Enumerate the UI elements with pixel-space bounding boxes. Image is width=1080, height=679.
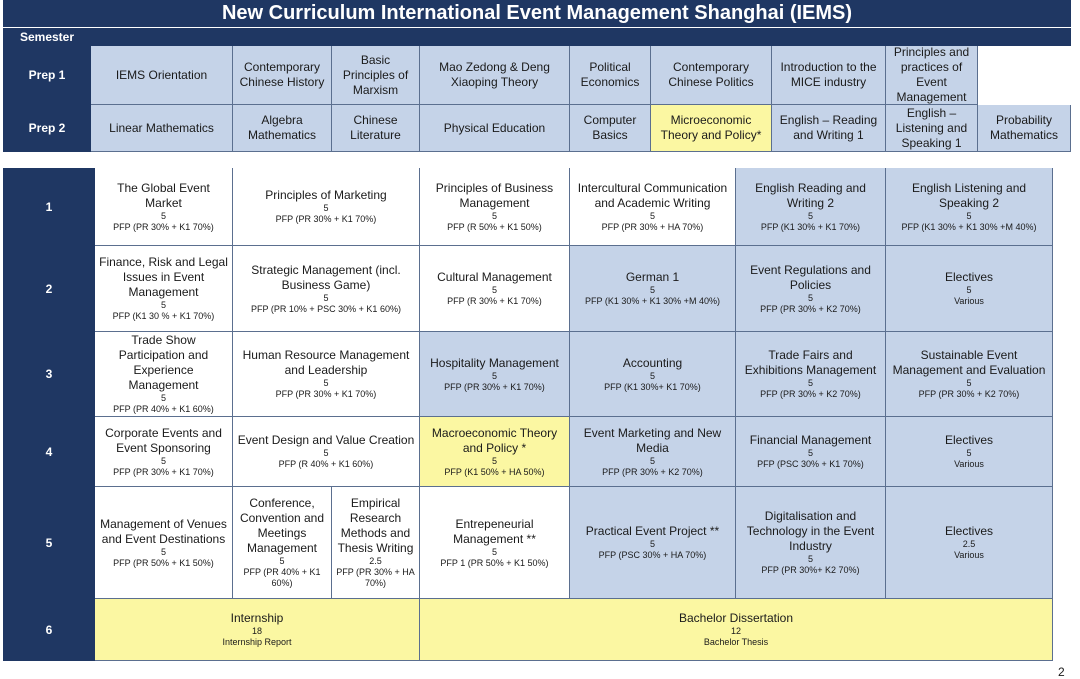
course-assessment: PFP (K1 30 % + K1 70%) <box>112 311 215 321</box>
course-title: Electives <box>944 524 994 539</box>
course-title: Contemporary Chinese Politics <box>668 60 754 89</box>
course-assessment: PFP (PR 40% + K1 60%) <box>113 404 214 414</box>
course-credits: 18 <box>251 626 262 637</box>
course-principles-of-marketing[interactable] <box>233 168 420 246</box>
course-title: The Global Event Market <box>117 180 210 210</box>
course-title: IEMS Orientation <box>115 67 208 82</box>
course-credits: 5 <box>160 393 166 404</box>
course-assessment: PFP (PR 30% + K2 70%) <box>918 389 1020 399</box>
course-assessment: PFP (PR 30% + K1 70%) <box>275 389 377 399</box>
course-title: Trade Show Participation and Experience Management <box>118 333 209 393</box>
page-number: 2 <box>1058 665 1065 679</box>
course-title: Event Design and Value Creation <box>237 433 415 448</box>
course-credits: 5 <box>160 546 166 557</box>
course-management-of-venues-and-event-destinations[interactable] <box>95 487 233 599</box>
course-assessment: Various <box>954 459 984 469</box>
course-assessment: PFP (PR 40% + K1 60%) <box>243 567 321 588</box>
course-credits: 5 <box>966 285 972 296</box>
course-assessment: PFP (K1 30% + K1 30% +M 40%) <box>585 296 720 306</box>
course-title: Internship <box>230 611 284 626</box>
course-electives[interactable] <box>886 246 1053 332</box>
course-iems-orientation[interactable] <box>91 46 233 105</box>
course-credits: 5 <box>966 448 972 459</box>
semester-6-label: 6 <box>3 599 95 661</box>
prep1-label: Prep 1 <box>3 46 91 105</box>
course-credits: 5 <box>323 378 329 389</box>
course-assessment: PFP (PSC 30% + K1 70%) <box>757 459 864 469</box>
course-title: Intercultural Communication and Academic Writing <box>577 180 728 210</box>
course-assessment: PFP (PR 30% + K1 70%) <box>113 466 214 477</box>
course-credits: 5 <box>807 378 813 389</box>
course-title: Cultural Management <box>437 270 552 285</box>
course-assessment: PFP (PR 30% + HA 70%) <box>336 567 415 588</box>
course-corporate-events-and-event-sponsoring[interactable] <box>95 417 233 487</box>
course-credits: 5 <box>491 455 497 466</box>
course-principles-and-practices-of-event-management[interactable] <box>886 46 978 105</box>
course-event-regulations-and-policies[interactable] <box>736 246 886 332</box>
course-assessment: PFP (PR 30%+ K2 70%) <box>761 565 860 575</box>
course-title: Probability Mathematics <box>989 113 1059 142</box>
course-sustainable-event-management-and-evaluation[interactable] <box>886 332 1053 417</box>
course-credits: 2.5 <box>962 539 976 550</box>
course-credits: 5 <box>491 370 497 381</box>
course-title: Macroeconomic Theory and Policy * <box>431 425 558 455</box>
prep2-label: Prep 2 <box>3 105 91 152</box>
course-credits: 5 <box>807 292 813 303</box>
course-electives[interactable] <box>886 487 1053 599</box>
course-credits: 5 <box>649 210 655 221</box>
course-credits: 2.5 <box>369 556 382 567</box>
course-assessment: PFP (K1 30% + K1 70%) <box>760 221 861 232</box>
course-title: Linear Mathematics <box>109 120 214 135</box>
course-assessment: PFP 1 (PR 50% + K1 50%) <box>440 557 549 568</box>
course-internship[interactable] <box>95 599 420 661</box>
course-human-resource-management-and-leadership[interactable] <box>233 332 420 417</box>
course-linear-mathematics[interactable] <box>91 105 233 152</box>
course-credits: 5 <box>649 370 655 381</box>
course-digitalisation-and-technology-in-the-event-industry[interactable] <box>736 487 886 599</box>
course-finance-risk-and-legal-issues-in-event-management[interactable] <box>95 246 233 332</box>
course-accounting[interactable] <box>570 332 736 417</box>
course-financial-management[interactable] <box>736 417 886 487</box>
course-conference-convention-and-meetings-management[interactable] <box>233 487 332 599</box>
semester-3-label: 3 <box>3 332 95 417</box>
course-credits: 5 <box>160 300 166 311</box>
course-credits: 5 <box>323 448 329 459</box>
semester-2-label: 2 <box>3 246 95 332</box>
course-credits: 5 <box>491 546 497 557</box>
course-title: Human Resource Management and Leadership <box>242 348 410 378</box>
course-credits: 5 <box>649 285 655 296</box>
course-title: English Reading and Writing 2 <box>755 180 866 210</box>
course-credits: 5 <box>649 455 655 466</box>
course-event-design-and-value-creation[interactable] <box>233 417 420 487</box>
course-assessment: PFP (PR 30% + K1 70%) <box>113 221 214 232</box>
course-title: Event Marketing and New Media <box>583 425 722 455</box>
course-basic-principles-of-marxism[interactable] <box>332 46 420 105</box>
course-algebra-mathematics[interactable] <box>233 105 332 152</box>
course-title: Practical Event Project ** <box>585 524 720 539</box>
course-title: Conference, Convention and Meetings Management <box>239 496 325 556</box>
course-title: Event Regulations and Policies <box>750 262 871 292</box>
course-microeconomic-theory-and-policy[interactable] <box>651 105 772 152</box>
course-title: German 1 <box>625 270 680 285</box>
course-title: Management of Venues and Event Destinations <box>100 516 227 546</box>
course-credits: 5 <box>649 539 655 550</box>
course-title: Principles of Business Management <box>435 180 554 210</box>
course-title: Electives <box>944 270 994 285</box>
course-introduction-to-the-mice-industry[interactable] <box>772 46 886 105</box>
course-physical-education[interactable] <box>420 105 570 152</box>
course-title: Chinese Literature <box>350 113 401 142</box>
course-title: Computer Basics <box>583 113 637 142</box>
course-credits: 5 <box>491 285 497 296</box>
course-chinese-literature[interactable] <box>332 105 420 152</box>
course-title: English – Listening and Speaking 1 <box>895 105 968 150</box>
course-assessment: PFP (PSC 30% + HA 70%) <box>598 550 707 560</box>
course-contemporary-chinese-politics[interactable] <box>651 46 772 105</box>
course-assessment: PFP (K1 50% + HA 50%) <box>444 466 545 477</box>
course-assessment: PFP (PR 30% + K2 70%) <box>760 389 861 399</box>
course-assessment: PFP (PR 30% + K1 70%) <box>275 214 377 224</box>
course-event-marketing-and-new-media[interactable] <box>570 417 736 487</box>
course-political-economics[interactable] <box>570 46 651 105</box>
course-bachelor-dissertation[interactable] <box>420 599 1053 661</box>
course-english-listening-and-speaking-2[interactable] <box>886 168 1053 246</box>
course-trade-fairs-and-exhibitions-management[interactable] <box>736 332 886 417</box>
course-title: Electives <box>944 433 994 448</box>
course-title: Accounting <box>622 355 683 370</box>
course-assessment: PFP (PR 50% + K1 50%) <box>113 557 214 568</box>
course-principles-of-business-management[interactable] <box>420 168 570 246</box>
course-assessment: Bachelor Thesis <box>703 637 769 647</box>
course-trade-show-participation-and-experience-management[interactable] <box>95 332 233 417</box>
semester-4-label: 4 <box>3 417 95 487</box>
course-credits: 5 <box>160 210 166 221</box>
course-hospitality-management[interactable] <box>420 332 570 417</box>
semester-header-bar <box>3 28 1071 46</box>
course-computer-basics[interactable] <box>570 105 651 152</box>
course-english-reading-and-writing-2[interactable] <box>736 168 886 246</box>
course-credits: 5 <box>966 378 972 389</box>
course-english-reading-and-writing-1[interactable] <box>772 105 886 152</box>
course-credits: 5 <box>323 203 329 214</box>
course-title: Financial Management <box>749 433 872 448</box>
semester-label: Semester <box>19 30 75 44</box>
course-contemporary-chinese-history[interactable] <box>233 46 332 105</box>
course-assessment: PFP (PR 30% + K2 70%) <box>760 303 861 314</box>
course-electives[interactable] <box>886 417 1053 487</box>
course-assessment: Various <box>954 550 984 560</box>
course-credits: 5 <box>807 448 813 459</box>
course-credits: 5 <box>491 210 497 221</box>
course-title: Contemporary Chinese History <box>239 60 325 89</box>
page-title: New Curriculum International Event Management Shanghai (IEMS) <box>3 0 1071 27</box>
course-credits: 5 <box>807 210 813 221</box>
course-assessment: Internship Report <box>222 637 292 647</box>
course-title: Microeconomic Theory and Policy* <box>660 113 762 142</box>
course-credits: 5 <box>279 556 285 567</box>
course-empirical-research-methods-and-thesis-writing[interactable] <box>332 487 420 599</box>
course-title: Algebra Mathematics <box>247 113 317 142</box>
course-title: Principles of Marketing <box>265 188 387 203</box>
course-intercultural-communication-and-academic-writing[interactable] <box>570 168 736 246</box>
course-assessment: PFP (PR 10% + PSC 30% + K1 60%) <box>251 303 401 314</box>
course-title: Trade Fairs and Exhibitions Management <box>744 348 877 378</box>
course-title: Principles and practices of Event Management <box>893 46 970 104</box>
course-assessment: PFP (PR 30% + K2 70%) <box>602 466 703 477</box>
course-mao-zedong-deng-xiaoping-theory[interactable] <box>420 46 570 105</box>
course-assessment: PFP (PR 30% + HA 70%) <box>601 221 704 232</box>
course-title: English – Reading and Writing 1 <box>779 113 878 142</box>
course-title: Basic Principles of Marxism <box>342 52 409 97</box>
course-strategic-management-incl-business-game[interactable] <box>233 246 420 332</box>
course-the-global-event-market[interactable] <box>95 168 233 246</box>
course-credits: 5 <box>966 210 972 221</box>
course-credits: 5 <box>807 554 813 565</box>
course-german-1[interactable] <box>570 246 736 332</box>
course-assessment: PFP (R 50% + K1 50%) <box>447 221 542 232</box>
course-title: Political Economics <box>580 60 640 89</box>
course-title: Corporate Events and Event Sponsoring <box>105 425 222 455</box>
course-title: Strategic Management (incl. Business Game) <box>251 262 401 292</box>
course-assessment: Various <box>954 296 984 306</box>
course-assessment: PFP (PR 30% + K1 70%) <box>444 381 545 392</box>
course-title: Physical Education <box>443 120 546 135</box>
course-title: Entrepeneurial Management ** <box>453 516 536 546</box>
course-title: English Listening and Speaking 2 <box>911 180 1027 210</box>
course-probability-mathematics[interactable] <box>978 105 1071 152</box>
course-title: Finance, Risk and Legal Issues in Event Management <box>99 255 228 300</box>
semester-5-label: 5 <box>3 487 95 599</box>
course-title: Digitalisation and Technology in the Event Industry <box>746 509 875 554</box>
course-title: Bachelor Dissertation <box>678 611 794 626</box>
course-english-listening-and-speaking-1[interactable] <box>886 105 978 152</box>
course-credits: 5 <box>160 455 166 466</box>
course-assessment: PFP (R 30% + K1 70%) <box>447 296 542 306</box>
course-title: Mao Zedong & Deng Xiaoping Theory <box>439 60 550 89</box>
course-credits: 12 <box>730 626 741 637</box>
course-title: Empirical Research Methods and Thesis Writing <box>337 496 414 556</box>
course-title: Hospitality Management <box>430 355 559 370</box>
course-entrepeneurial-management[interactable] <box>420 487 570 599</box>
semester-1-label: 1 <box>3 168 95 246</box>
course-assessment: PFP (R 40% + K1 60%) <box>278 459 374 469</box>
course-title: Introduction to the MICE industry <box>780 60 877 89</box>
course-cultural-management[interactable] <box>420 246 570 332</box>
course-practical-event-project[interactable] <box>570 487 736 599</box>
course-assessment: PFP (K1 30% + K1 30% +M 40%) <box>901 221 1037 232</box>
course-macroeconomic-theory-and-policy[interactable] <box>420 417 570 487</box>
course-credits: 5 <box>323 292 329 303</box>
course-assessment: PFP (K1 30%+ K1 70%) <box>604 381 701 392</box>
course-title: Sustainable Event Management and Evaluation <box>892 348 1046 378</box>
